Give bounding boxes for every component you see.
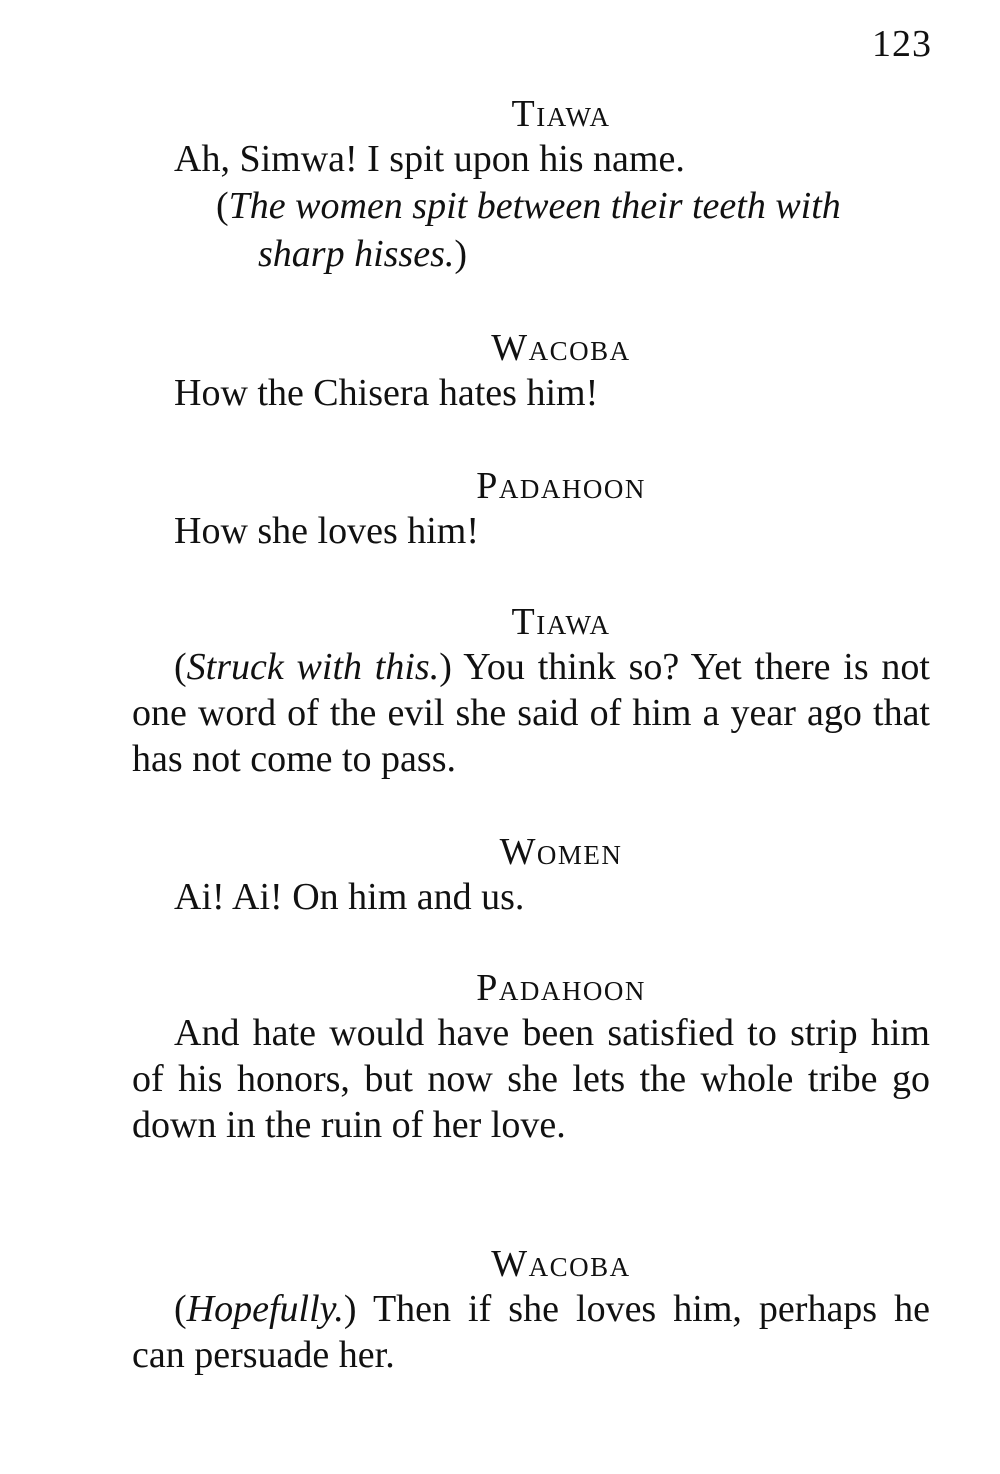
- page-number: 123: [872, 23, 932, 65]
- dialogue-text: Then if she loves him, perhaps he can persuade her.: [132, 1288, 931, 1376]
- dialogue-block: [132, 326, 930, 416]
- stage-direction-text: The women spit between their teeth with sharp hisses.: [228, 185, 841, 275]
- dialogue-text: You think so? Yet there is not one word of the evil she said of him a year ago that has not come to pass.: [132, 646, 930, 780]
- dialogue-block: [132, 464, 930, 554]
- dialogue-block: [132, 830, 930, 920]
- stage-direction-text: Struck with this.: [186, 646, 440, 688]
- dialogue-block: [132, 1242, 930, 1378]
- dialogue-block: [132, 966, 930, 1148]
- speaker-name: Padahoon: [476, 465, 646, 507]
- dialogue-line: Ai! Ai! On him and us.: [174, 876, 525, 918]
- stage-direction: (The women spit between their teeth with sharp hisses.): [216, 185, 841, 275]
- dialogue-line: And hate would have been satisfied to strip him of his honors, but now she lets the whole tribe go down in the ruin of her love.: [132, 1012, 930, 1146]
- speaker-name: Women: [499, 831, 623, 873]
- stage-direction-text: Hopefully.: [186, 1288, 344, 1330]
- speaker-name: Wacoba: [491, 327, 631, 369]
- dialogue-line: How she loves him!: [174, 510, 480, 552]
- dialogue-line: (Hopefully.) Then if she loves him, perhaps he can persuade her.: [132, 1288, 931, 1376]
- speaker-name: Tiawa: [511, 93, 611, 135]
- speaker-name: Padahoon: [476, 967, 646, 1009]
- dialogue-line: Ah, Simwa! I spit upon his name.: [174, 138, 685, 180]
- dialogue-line: How the Chisera hates him!: [174, 372, 599, 414]
- speaker-name: Tiawa: [511, 601, 611, 643]
- dialogue-line: (Struck with this.) You think so? Yet there is not one word of the evil she said of him a year ago that has not come to pass.: [132, 646, 930, 780]
- dialogue-block: [132, 600, 930, 782]
- dialogue-block: [132, 92, 930, 278]
- speaker-name: Wacoba: [491, 1243, 631, 1285]
